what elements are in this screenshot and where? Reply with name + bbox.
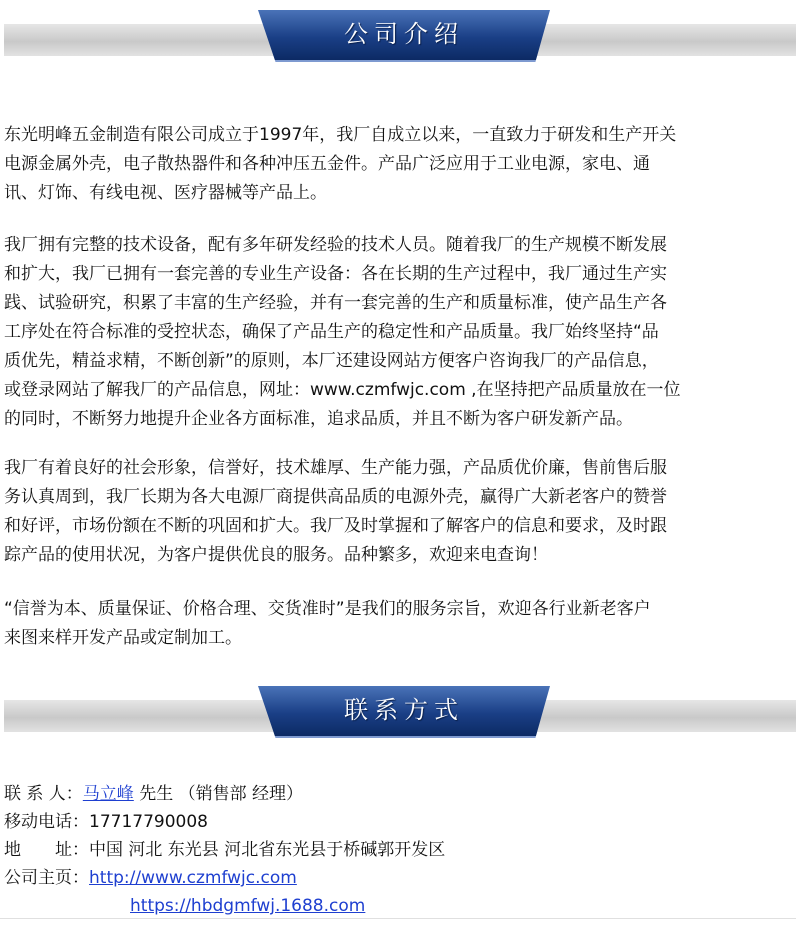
- contact-person-title: 先生 （销售部 经理）: [133, 784, 304, 804]
- intro-banner-title: 公司介绍: [344, 20, 464, 48]
- intro-banner: [0, 6, 796, 64]
- bottom-divider: [0, 918, 796, 919]
- contact-person-link[interactable]: 马立峰: [82, 784, 134, 804]
- address-row: [4, 836, 445, 864]
- intro-paragraph-4: “信誉为本、质量保证、价格合理、交货准时”是我们的服务宗旨，欢迎各行业新老客户 来图来样开发产品或定制加工。: [4, 599, 651, 648]
- contact-person-label: 联 系 人：: [4, 784, 83, 804]
- contact-banner-title: 联系方式: [344, 696, 464, 724]
- intro-paragraph-3: 我厂有着良好的社会形象，信誉好，技术雄厚、生产能力强，产品质优价廉，售前售后服 务认真周到，我厂长期为各大电源厂商提供高品质的电源外壳，赢得广大新老客户的赞誉 和好评，市场份额在不断的巩固和扩大。我厂及时掌握和了解客户的信息和要求，及时跟 踪产品的使用状况，为客户提供优良的服务。品种繁多，欢迎来电查询！: [4, 458, 667, 565]
- mobile-label: 移动电话：: [4, 812, 89, 832]
- address-value: 中国 河北 东光县 河北省东光县于桥碱郭开发区: [89, 840, 446, 860]
- address-label: 地 址：: [4, 840, 89, 860]
- intro-paragraph-2: 我厂拥有完整的技术设备，配有多年研发经验的技术人员。随着我厂的生产规模不断发展 和扩大，我厂已拥有一套完善的专业生产设备：各在长期的生产过程中，我厂通过生产实 践、试验研究，积累了丰富的生产经验，并有一套完善的生产和质量标准，使产品生产各 工序处在符合标准的受控状态，确保了产品生产的稳定性和产品质量。我厂始终坚持“品 质优先，精益求精，不断创新”的原则，本厂还建设网站方便客户咨询我厂的产品信息， 或登录网站了解我厂的产品信息，网址：www.czmfwjc.com ,在坚持把产品质量放在一位 的同时，不断努力地提升企业各方面标准，追求品质，并且不断为客户研发新产品。: [4, 235, 681, 429]
- contact-person-row: [4, 780, 303, 808]
- contact-banner: [0, 682, 796, 740]
- intro-paragraph-1: 东光明峰五金制造有限公司成立于1997年，我厂自成立以来，一直致力于研发和生产开关 电源金属外壳，电子散热器件和各种冲压五金件。产品广泛应用于工业电源，家电、通 讯、灯饰、有线电视、医疗器械等产品上。: [4, 125, 677, 203]
- shop-link[interactable]: https://hbdgmfwj.1688.com: [130, 896, 366, 916]
- shop-row: [130, 892, 365, 920]
- homepage-row: [4, 864, 297, 892]
- mobile-value: 17717790008: [89, 812, 208, 832]
- mobile-row: [4, 808, 208, 836]
- homepage-link[interactable]: http://www.czmfwjc.com: [89, 868, 297, 888]
- homepage-label: 公司主页：: [4, 868, 89, 888]
